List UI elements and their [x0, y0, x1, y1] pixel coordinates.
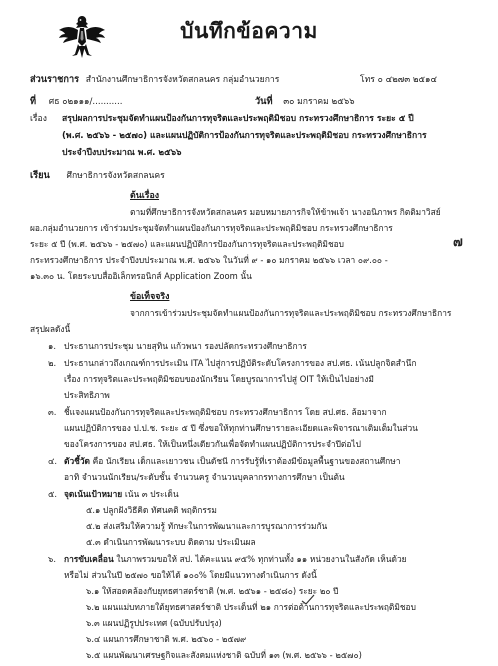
- ref-label: ที่: [30, 96, 37, 107]
- item-6-line-2: หรือไม่ ส่วนในปี ๒๕๗๐ ขอให้ได้ ๑๐๐% โดยมีแนวทางดำเนินการ ดังนี้: [64, 570, 317, 580]
- phone-value: โทร ๐ ๔๒๗๓ ๒๕๑๔: [360, 75, 437, 85]
- item-5-sub-3: ๕.๓ ดำเนินการพัฒนาระบบ ติดตาม ประเมินผล: [86, 537, 256, 547]
- date-value: ๓๐ มกราคม ๒๕๖๖: [283, 97, 355, 107]
- origin-line-4: กระทรวงศึกษาธิการ ประจำปีงบประมาณ พ.ศ. ๒๕๖๖ ในวันที่ ๙ - ๑๐ มกราคม ๒๕๖๖ เวลา ๐๙.๐๐ -: [30, 255, 388, 265]
- item-3-line-3: ของโครงการของ สป.ศธ. ให้เป็นหนึ่งเดียวกันเพื่อจัดทำแผนปฏิบัติการประจำปีต่อไป: [64, 439, 361, 449]
- item-4-text: คือ นักเรียน เด็กและเยาวชน เป็นดัชนี การรับรู้ที่เราต้องมีข้อมูลพื้นฐานของสถานศึกษา: [89, 456, 401, 466]
- item-2-line-3: ประสิทธิภาพ: [64, 390, 110, 400]
- item-4-lead: ตัวชี้วัด: [64, 456, 90, 466]
- origin-line-1: ตามที่ศึกษาธิการจังหวัดสกลนคร มอบหมายภารกิจให้ข้าพเจ้า นางอนิภาพร กิตติมาวิสย์: [130, 207, 441, 217]
- item-5-text: เน้น ๓ ประเด็น: [122, 489, 179, 499]
- item-6-sub-2: ๖.๒ แผนแม่บทภายใต้ยุทธศาสตร์ชาติ ประเด็นที่ ๒๑ การต่อต้านการทุจริตและประพฤติมิชอบ: [86, 602, 416, 612]
- date-line: [255, 94, 355, 109]
- item-2-line-1: ประธานกล่าวถึงเกณฑ์การประเมิน ITA ไปสู่การปฏิบัติระดับโครงการของ สป.ศธ. เน้นปลูกจิตสำนึก: [64, 358, 417, 368]
- item-6-text: ในภาพรวมขอให้ สป. ได้คะแนน ๙๕% ทุกท่านทั้ง ๑๑ หน่วยงานในสังกัด เห็นด้วย: [113, 554, 407, 564]
- item-4-line-2: อาทิ จำนวนนักเรียน/ระดับชั้น จำนวนครู จำนวนบุคลากรทางการศึกษา เป็นต้น: [64, 472, 345, 482]
- item-5-sub-1: ๕.๑ ปลูกฝังวิธีคิด ทัศนคติ พฤติกรรม: [86, 505, 217, 515]
- item-4-num: ๔.: [48, 456, 58, 466]
- item-5-sub-2: ๕.๒ ส่งเสริมให้ความรู้ ทักษะในการพัฒนาและการบูรณาการร่วมกัน: [86, 521, 328, 531]
- item-1-num: ๑.: [48, 341, 56, 351]
- facts-heading: ข้อเท็จจริง: [130, 292, 170, 302]
- origin-line-5: ๑๖.๓๐ น. โดยระบบสื่ออิเล็กทรอนิกส์ Application Zoom นั้น: [30, 271, 252, 281]
- item-6-lead: การขับเคลื่อน: [64, 554, 114, 564]
- subject-line-2: (พ.ศ. ๒๕๖๖ - ๒๕๗๐) และแผนปฏิบัติการป้องกันการทุจริตและประพฤติมิชอบ กระทรวงศึกษาธิการ: [62, 131, 427, 141]
- dept-line: [30, 72, 279, 87]
- handwritten-mark: ๗: [453, 235, 463, 250]
- subject-line-3: ประจำปีงบประมาณ พ.ศ. ๒๕๖๖: [62, 148, 182, 158]
- item-3-line-2: แผนปฏิบัติการของ ป.ป.ช. ระยะ ๕ ปี ซึ่งขอให้ทุกท่านศึกษารายละเอียดและพิจารณาเติมเต็มในส่วน: [64, 423, 418, 433]
- item-5-lead: จุดเน้นเป้าหมาย: [64, 489, 123, 499]
- item-6-line-1: [64, 552, 407, 566]
- facts-intro-2: สรุปผลดังนี้: [30, 324, 71, 334]
- pen-tick-mark: [301, 594, 315, 606]
- subject-line-1: สรุปผลการประชุมจัดทำแผนป้องกันการทุจริตและประพฤติมิชอบ กระทรวงศึกษาธิการ ระยะ ๕ ปี: [62, 114, 414, 124]
- item-2-num: ๒.: [48, 358, 57, 368]
- date-label: วันที่: [255, 96, 273, 107]
- item-6-sub-1: ๖.๑ ให้สอดคล้องกับยุทธศาสตร์ชาติ (พ.ศ. ๒๕๖๑ - ๒๕๘๐) ระยะ ๒๐ ปี: [86, 586, 339, 596]
- origin-line-3: ระยะ ๕ ปี (พ.ศ. ๒๕๖๖ - ๒๕๗๐) และแผนปฏิบัติการป้องกันการทุจริตและประพฤติมิชอบ: [30, 239, 344, 249]
- to-label: เรียน: [30, 170, 50, 181]
- memo-title: บันทึกข้อความ: [180, 19, 318, 43]
- item-6-sub-3: ๖.๓ แผนปฏิรูปประเทศ (ฉบับปรับปรุง): [86, 618, 222, 628]
- to-value: ศึกษาธิการจังหวัดสกลนคร: [66, 171, 165, 181]
- item-4-line-1: [64, 454, 400, 468]
- dept-value: สำนักงานศึกษาธิการจังหวัดสกลนคร กลุ่มอำนวยการ: [85, 75, 280, 85]
- ref-line: [30, 94, 122, 109]
- dept-label: ส่วนราชการ: [30, 74, 80, 85]
- item-3-line-1: ชี้แจงแผนป้องกันการทุจริตและประพฤติมิชอบ กระทรวงศึกษาธิการ โดย สป.ศธ. ล้อมาจาก: [64, 407, 387, 417]
- origin-line-2: ผอ.กลุ่มอำนวยการ เข้าร่วมประชุมจัดทำแผนป้องกันการทุจริตและประพฤติมิชอบ กระทรวงศึกษาธิการ: [30, 223, 393, 233]
- item-1-line-1: ประธานการประชุม นายสุทิน แก้วพนา รองปลัดกระทรวงศึกษาธิการ: [64, 341, 307, 351]
- subject-label: เรื่อง: [30, 114, 47, 124]
- item-6-num: ๖.: [48, 554, 56, 564]
- item-5-line-1: [64, 487, 179, 501]
- facts-intro-1: จากการเข้าร่วมประชุมจัดทำแผนป้องกันการทุจริตและประพฤติมิชอบ กระทรวงศึกษาธิการ: [130, 308, 452, 318]
- ref-value: ศธ ๐๒๑๑๑/...........: [48, 97, 123, 107]
- item-2-line-2: เรื่อง การทุจริตและประพฤติมิชอบของนักเรียน โดยบูรณาการไปสู่ OIT ให้เป็นไปอย่างมี: [64, 374, 374, 384]
- item-6-sub-4: ๖.๔ แผนการศึกษาชาติ พ.ศ. ๒๕๖๐ - ๒๕๗๙: [86, 634, 247, 644]
- item-6-sub-5: ๖.๕ แผนพัฒนาเศรษฐกิจและสังคมแห่งชาติ ฉบับที่ ๑๓ (พ.ศ. ๒๕๖๖ - ๒๕๗๐): [86, 650, 362, 660]
- to-line: [30, 168, 165, 183]
- item-5-num: ๕.: [48, 489, 58, 499]
- origin-heading: ต้นเรื่อง: [130, 191, 160, 201]
- item-3-num: ๓.: [48, 407, 57, 417]
